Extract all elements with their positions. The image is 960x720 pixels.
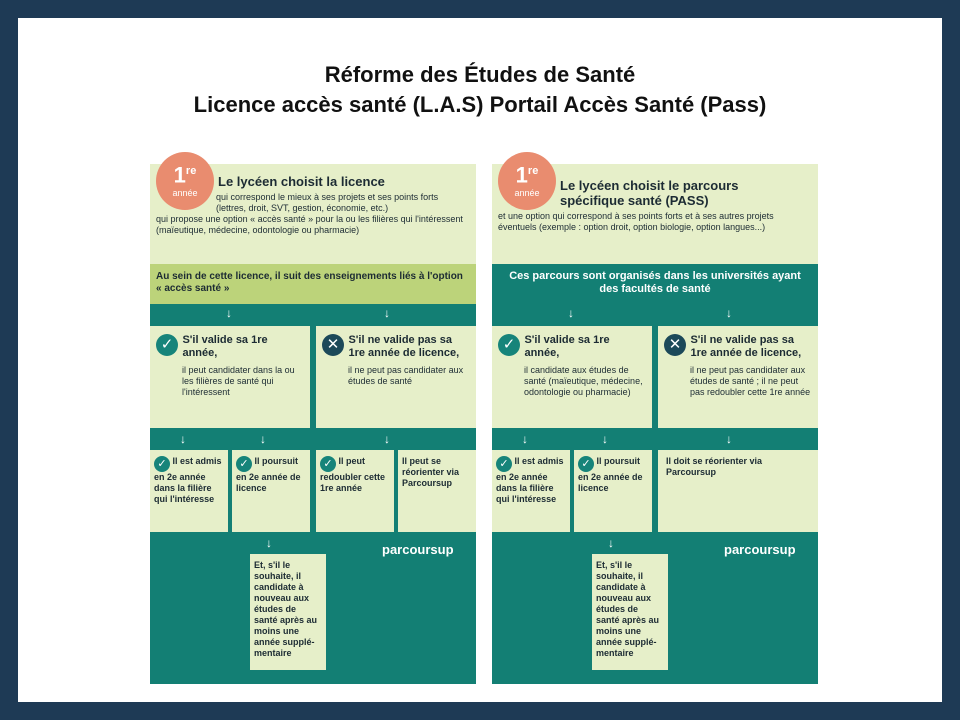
las-valid-title: S'il valide sa 1re année,: [182, 334, 268, 359]
arrow-down-icon: ↓: [226, 306, 232, 320]
arrow-down-icon: ↓: [180, 432, 186, 446]
arrow-down-icon: ↓: [522, 432, 528, 446]
check-icon: ✓: [156, 334, 178, 356]
pass-result-continue: ✓ Il poursuit en 2e année de licence: [574, 450, 652, 532]
check-icon: ✓: [496, 456, 512, 472]
arrow-down-icon: ↓: [568, 306, 574, 320]
las-option-band: Au sein de cette licence, il suit des enseignements liés à l'option « accès santé »: [150, 264, 476, 304]
check-icon: ✓: [154, 456, 170, 472]
arrow-down-icon: ↓: [384, 306, 390, 320]
pass-heading: Le lycéen choisit le parcours spécifique santé (PASS): [560, 178, 739, 208]
check-icon: ✓: [320, 456, 336, 472]
las-fail-text: il ne peut pas candidater aux études de santé: [348, 365, 464, 386]
las-result-repeat: ✓ Il peut redoubler cette 1re année: [316, 450, 394, 532]
pass-fail-box: [658, 326, 818, 428]
slide: [18, 18, 942, 702]
check-icon: ✓: [498, 334, 520, 356]
arrow-down-icon: ↓: [726, 306, 732, 320]
pass-fail-title: S'il ne valide pas sa 1re année de licence,: [690, 334, 802, 359]
las-intro-2: qui propose une option « accès santé » pour la ou les filières qui l'intéressent (maïeutique, médecine, odontologie ou pharmacie): [156, 214, 463, 235]
las-final-note: Et, s'il le souhaite, il candidate à nouveau aux études de santé après au moins une année supplé-mentaire: [250, 554, 326, 670]
las-valid-box: [150, 326, 310, 428]
parcoursup-logo: parcoursup: [724, 542, 796, 557]
las-result-continue: ✓ Il poursuit en 2e année de licence: [232, 450, 310, 532]
las-fail-title: S'il ne valide pas sa 1re année de licence,: [348, 334, 460, 359]
pass-valid-box: [492, 326, 652, 428]
title-line-2: Licence accès santé (L.A.S) Portail Accès Santé (Pass): [193, 92, 767, 117]
year-badge-las: 1re année: [156, 152, 214, 210]
check-icon: ✓: [578, 456, 594, 472]
pass-result-admitted: ✓ Il est admis en 2e année dans la filière qui l'intéresse: [492, 450, 570, 532]
arrow-down-icon: ↓: [726, 432, 732, 446]
year-badge-pass: 1re année: [498, 152, 556, 210]
las-fail-box: [316, 326, 476, 428]
title-line-1: Réforme des Études de Santé: [324, 62, 636, 87]
las-panel: [150, 164, 476, 684]
pass-valid-text: il candidate aux études de santé (maïeutique, médecine, odontologie ou pharmacie): [524, 365, 643, 397]
arrow-down-icon: ↓: [608, 536, 614, 550]
pass-fail-text: il ne peut pas candidater aux études de santé ; il ne peut pas redoubler cette 1re année: [690, 365, 811, 397]
las-valid-text: il peut candidater dans la ou les filières de santé qui l'intéressent: [182, 365, 295, 397]
arrow-down-icon: ↓: [384, 432, 390, 446]
pass-valid-title: S'il valide sa 1re année,: [524, 334, 610, 359]
las-intro-1: qui correspond le mieux à ses projets et ses points forts (lettres, droit, SVT, gestion, économie, etc.): [216, 192, 439, 213]
pass-panel: [492, 164, 818, 684]
cross-icon: ✕: [322, 334, 344, 356]
las-result-admitted: ✓ Il est admis en 2e année dans la filière qui l'intéresse: [150, 450, 228, 532]
pass-intro-1: et une option qui correspond à ses points forts et à ses autres projets éventuels (exemple : option droit, option biologie, option langues...): [498, 211, 774, 232]
check-icon: ✓: [236, 456, 252, 472]
pass-result-reorient: Il doit se réorienter via Parcoursup: [658, 450, 818, 532]
arrow-down-icon: ↓: [602, 432, 608, 446]
cross-icon: ✕: [664, 334, 686, 356]
las-heading: Le lycéen choisit la licence: [218, 174, 385, 189]
parcoursup-logo: parcoursup: [382, 542, 454, 557]
pass-final-note: Et, s'il le souhaite, il candidate à nouveau aux études de santé après au moins une année supplé-mentaire: [592, 554, 668, 670]
pass-band-text: Ces parcours sont organisés dans les universités ayant des facultés de santé: [509, 270, 801, 295]
las-result-reorient: Il peut se réorienter via Parcoursup: [398, 450, 476, 532]
arrow-down-icon: ↓: [260, 432, 266, 446]
arrow-down-icon: ↓: [266, 536, 272, 550]
